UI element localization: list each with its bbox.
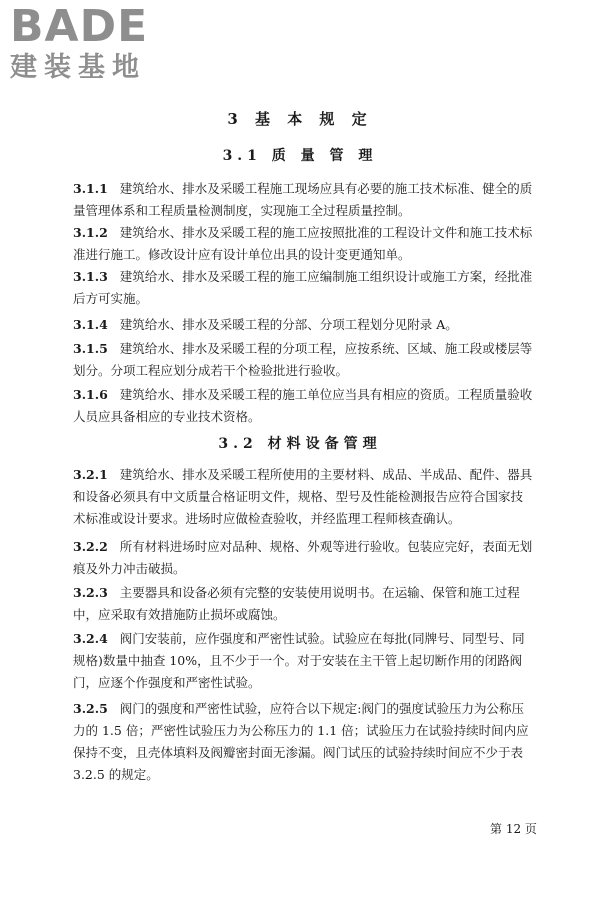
- clause-number: 3.2.1: [73, 467, 108, 482]
- clause-3-1-5: [73, 338, 535, 382]
- logo-subtitle: 建装基地: [10, 52, 146, 83]
- clause-number: 3.1.5: [73, 341, 108, 356]
- clause-text: 阀门的强度和严密性试验，应符合以下规定:阀门的强度试验压力为公称压力的 1.5 倍；严密性试验压力为公称压力的 1.1 倍；试验压力在试验持续时间内应保持不变，且壳体填料及阀瓣密封面无渗漏。阀门试压的试验持续时间应不少于表 3.2.5 的规定。: [73, 701, 529, 782]
- clause-text: 主要器具和设备必须有完整的安装使用说明书。在运输、保管和施工过程中，应采取有效措施防止损坏或腐蚀。: [73, 585, 520, 622]
- clause-number: 3.1.4: [73, 317, 108, 332]
- clause-3-2-5: [73, 698, 535, 786]
- clause-text: 建筑给水、排水及采暖工程施工现场应具有必要的施工技术标准、健全的质量管理体系和工程质量检测制度，实现施工全过程质量控制。: [73, 181, 533, 218]
- clause-number: 3.2.4: [73, 631, 108, 646]
- section-title-3-2: 3.2 材料设备管理: [218, 436, 382, 452]
- clause-3-2-1: [73, 464, 535, 530]
- clause-3-2-4: [73, 628, 535, 694]
- bade-logo: [10, 1, 180, 84]
- clause-3-2-2: [73, 536, 535, 580]
- clause-text: 建筑给水、排水及采暖工程所使用的主要材料、成品、半成品、配件、器具和设备必须具有中文质量合格证明文件，规格、型号及性能检测报告应符合国家技术标准或设计要求。进场时应做检查验收，并经监理工程师核查确认。: [73, 467, 533, 526]
- clause-number: 3.1.1: [73, 181, 108, 196]
- clause-number: 3.1.3: [73, 269, 108, 284]
- clause-text: 建筑给水、排水及采暖工程的施工应按照批准的工程设计文件和施工技术标准进行施工。修改设计应有设计单位出具的设计变更通知单。: [73, 225, 533, 262]
- clause-3-1-6: [73, 384, 535, 428]
- clause-number: 3.2.3: [73, 585, 108, 600]
- clause-text: 建筑给水、排水及采暖工程的分项工程，应按系统、区域、施工段或楼层等划分。分项工程应划分成若干个检验批进行验收。: [73, 341, 533, 378]
- logo-wordmark: BADE: [10, 1, 149, 52]
- chapter-title: 3 基 本 规 定: [227, 110, 373, 128]
- clause-number: 3.1.6: [73, 387, 108, 402]
- clause-text: 建筑给水、排水及采暖工程的分部、分项工程划分见附录 A。: [119, 317, 458, 332]
- clause-text: 建筑给水、排水及采暖工程的施工单位应当具有相应的资质。工程质量验收人员应具备相应的专业技术资格。: [73, 387, 533, 424]
- page-number: 第 12 页: [490, 822, 537, 836]
- clause-text: 建筑给水、排水及采暖工程的施工应编制施工组织设计或施工方案，经批准后方可实施。: [73, 269, 533, 306]
- clause-number: 3.2.5: [73, 701, 108, 716]
- clause-3-1-1: [73, 178, 535, 222]
- clause-number: 3.1.2: [73, 225, 108, 240]
- clause-text: 所有材料进场时应对品种、规格、外观等进行验收。包装应完好，表面无划痕及外力冲击破损。: [73, 539, 533, 576]
- clause-number: 3.2.2: [73, 539, 108, 554]
- clause-3-1-3: [73, 266, 535, 310]
- clause-3-1-2: [73, 222, 535, 266]
- clause-text: 阀门安装前，应作强度和严密性试验。试验应在每批(同牌号、同型号、同规格)数量中抽查 10%，且不少于一个。对于安装在主干管上起切断作用的闭路阀门，应逐个作强度和严密性试验。: [73, 631, 525, 690]
- clause-3-1-4: [73, 314, 535, 336]
- section-title-3-1: 3.1 质 量 管 理: [222, 148, 378, 164]
- clause-3-2-3: [73, 582, 535, 626]
